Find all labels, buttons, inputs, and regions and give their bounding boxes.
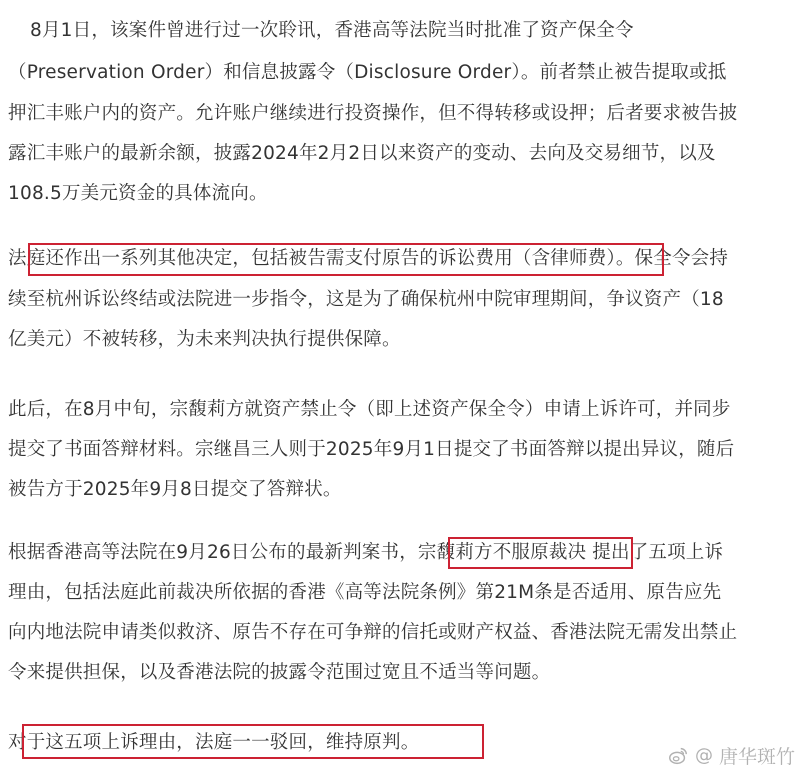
paragraph-2-line-3: 亿美元）不被转移，为未来判决执行提供保障。 xyxy=(8,329,401,350)
watermark-author-name: 唐华斑竹 xyxy=(718,746,795,768)
paragraph-5-line-1: 对于这五项上诉理由，法庭一一驳回，维持原判。 xyxy=(8,732,420,753)
paragraph-3-line-3: 被告方于2025年9月8日提交了答辩状。 xyxy=(8,479,342,500)
paragraph-3-line-1: 此后，在8月中旬，宗馥莉方就资产禁止令（即上述资产保全令）申请上诉许可，并同步 xyxy=(8,399,731,420)
paragraph-1-line-2: （Preservation Order）和信息披露令（Disclosure Order）。前者禁止被告提取或抵 xyxy=(8,62,727,83)
paragraph-2-line-1: 法庭还作出一系列其他决定，包括被告需支付原告的诉讼费用（含律师费）。保全令会持 xyxy=(8,248,729,269)
paragraph-4-line-2: 理由，包括法庭此前裁决所依据的香港《高等法院条例》第21M条是否适用、原告应先 xyxy=(8,582,722,603)
weibo-logo-icon xyxy=(667,745,689,767)
highlight-box-appeal-party xyxy=(448,537,633,569)
paragraph-1-line-4: 露汇丰账户的最新余额，披露2024年2月2日以来资产的变动、去向及交易细节，以及 xyxy=(8,143,716,164)
paragraph-4-line-1: 根据香港高等法院在9月26日公布的最新判案书，宗馥莉方不服原裁决 提出了五项上诉 xyxy=(8,542,724,563)
highlight-box-appeal-dismissed xyxy=(22,724,484,759)
highlight-box-court-decisions xyxy=(28,243,664,276)
watermark xyxy=(667,742,795,769)
watermark-at: @ xyxy=(694,745,713,766)
paragraph-4-line-3: 向内地法院申请类似救济、原告不存在可争辩的信托或财产权益、香港法院无需发出禁止 xyxy=(8,622,738,643)
paragraph-1-line-1: 8月1日，该案件曾进行过一次聆讯，香港高等法院当时批准了资产保全令 xyxy=(30,20,634,41)
paragraph-2-line-2: 续至杭州诉讼终结或法院进一步指令，这是为了确保杭州中院审理期间，争议资产（18 xyxy=(8,289,724,310)
paragraph-1-line-5: 108.5万美元资金的具体流向。 xyxy=(8,183,268,204)
paragraph-4-line-4: 令来提供担保，以及香港法院的披露令范围过宽且不适当等问题。 xyxy=(8,662,551,683)
paragraph-1-line-3: 押汇丰账户内的资产。允许账户继续进行投资操作，但不得转移或设押；后者要求被告披 xyxy=(8,103,738,124)
paragraph-3-line-2: 提交了书面答辩材料。宗继昌三人则于2025年9月1日提交了书面答辩以提出异议，随后 xyxy=(8,439,735,460)
